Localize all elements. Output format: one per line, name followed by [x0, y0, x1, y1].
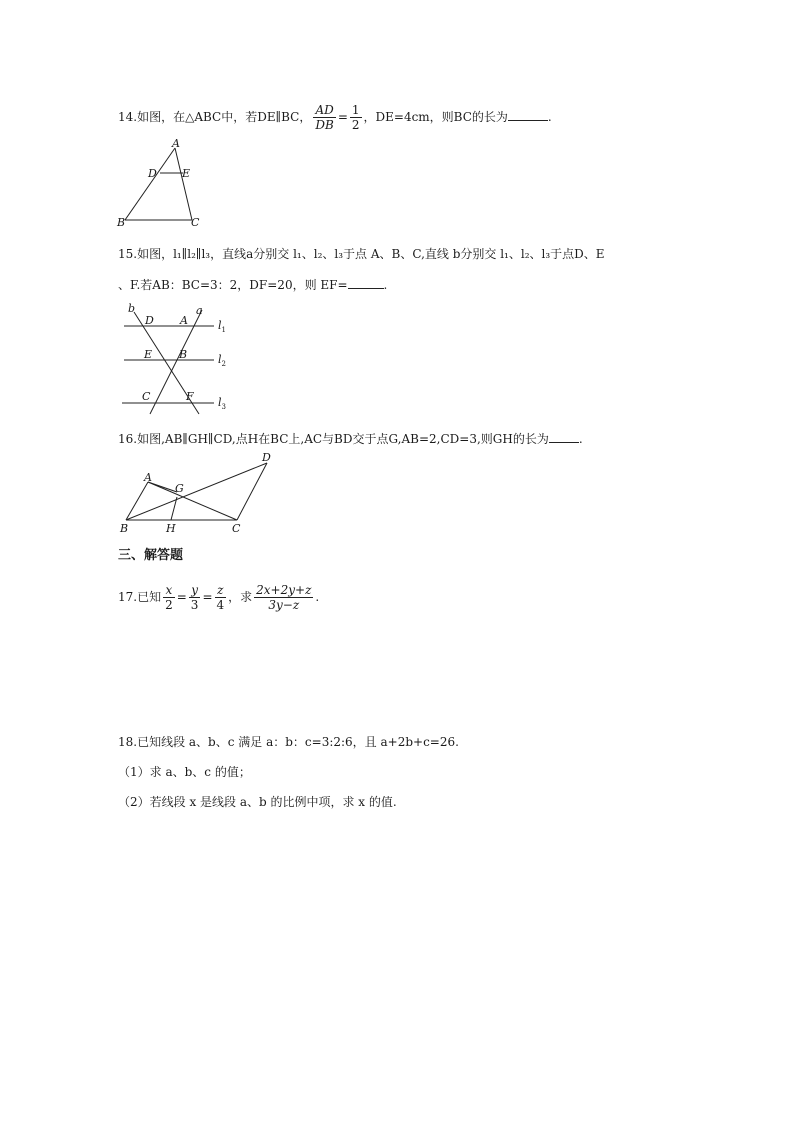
q15-label-f: F — [186, 390, 194, 403]
q14-answer-blank[interactable] — [508, 110, 548, 121]
q15-label-l3: $l_3$ — [218, 396, 226, 411]
q14-text-before: 14.如图，在△ABC中，若DE∥BC， — [118, 110, 312, 124]
q16-label-d: D — [262, 451, 271, 464]
q16-label-c: C — [232, 522, 241, 535]
q14-label-a: A — [172, 138, 180, 150]
q14-period: . — [547, 110, 552, 124]
q14-text-after: ，DE=4cm，则BC的长为 — [363, 110, 508, 124]
q17-target-fraction: $\frac{2x+2y+z}{3y-z}$ — [256, 583, 312, 612]
q16-text — [118, 430, 583, 447]
q16-label-b: B — [120, 522, 129, 535]
q15-label-l2: $l_2$ — [218, 353, 226, 368]
q17-text — [118, 583, 319, 612]
q17-equals-2: = — [202, 590, 213, 604]
q17-equals-1: = — [176, 590, 187, 604]
q14-text — [118, 103, 552, 132]
q17-ask: ，求 — [228, 590, 253, 604]
q17-fraction-y-3: $\frac{y}{3}$ — [190, 583, 199, 612]
q18-line3: （2）若线段 x 是线段 a、b 的比例中项，求 x 的值. — [118, 795, 397, 809]
q14-equals: = — [337, 110, 348, 124]
q15-line2-text: 、F.若AB：BC=3：2，DF=20，则 EF= — [118, 278, 348, 292]
q15-period: . — [383, 278, 388, 292]
q15-parallel-lines-figure — [114, 302, 244, 417]
q16-answer-blank[interactable] — [549, 432, 579, 443]
q14-fraction-one-half: $\frac{1}{2}$ — [351, 103, 360, 132]
q17-fraction-x-2: $\frac{x}{2}$ — [165, 583, 173, 612]
q15-label-e: E — [144, 348, 153, 361]
q17-prefix: 17.已知 — [118, 590, 162, 604]
q14-label-e: E — [182, 167, 191, 180]
q14-triangle-figure — [112, 138, 212, 230]
q16-label-g: G — [175, 482, 184, 495]
q15-answer-blank[interactable] — [348, 278, 384, 289]
q16-label-a: A — [144, 471, 152, 484]
q15-label-l1: $l_1$ — [218, 319, 226, 334]
q15-label-d: D — [145, 314, 154, 327]
q18-line2: （1）求 a、b、c 的值； — [118, 765, 251, 779]
q15-label-c: C — [142, 390, 151, 403]
q17-period: . — [315, 590, 320, 604]
section-heading-solve-problems: 三、解答题 — [118, 548, 184, 563]
q15-line2 — [118, 276, 387, 293]
q16-period: . — [578, 432, 583, 446]
q18-line1: 18.已知线段 a、b、c 满足 a：b：c=3:2:6，且 a+2b+c=26. — [118, 735, 459, 749]
q15-line1: 15.如图，l₁∥l₂∥l₃，直线a分别交 l₁、l₂、l₃于点 A、B、C,直线 b分别交 l₁、l₂、l₃于点D、E — [118, 247, 605, 261]
q16-trapezoid-figure — [115, 450, 280, 540]
q16-text-main: 16.如图,AB∥GH∥CD,点H在BC上,AC与BD交于点G,AB=2,CD=3,则GH的长为 — [118, 432, 549, 446]
q14-label-c: C — [191, 216, 200, 229]
q14-fraction-ad-db: $\frac{AD}{DB}$ — [315, 103, 334, 132]
q15-label-a-point: A — [180, 314, 188, 327]
q17-fraction-z-4: $\frac{z}{4}$ — [216, 583, 225, 612]
q15-label-b-point: B — [179, 348, 188, 361]
q16-label-h: H — [166, 522, 176, 535]
q14-label-d: D — [148, 167, 157, 180]
q15-label-a: a — [196, 304, 203, 317]
q14-label-b: B — [117, 216, 126, 229]
q15-label-b: b — [128, 302, 136, 315]
